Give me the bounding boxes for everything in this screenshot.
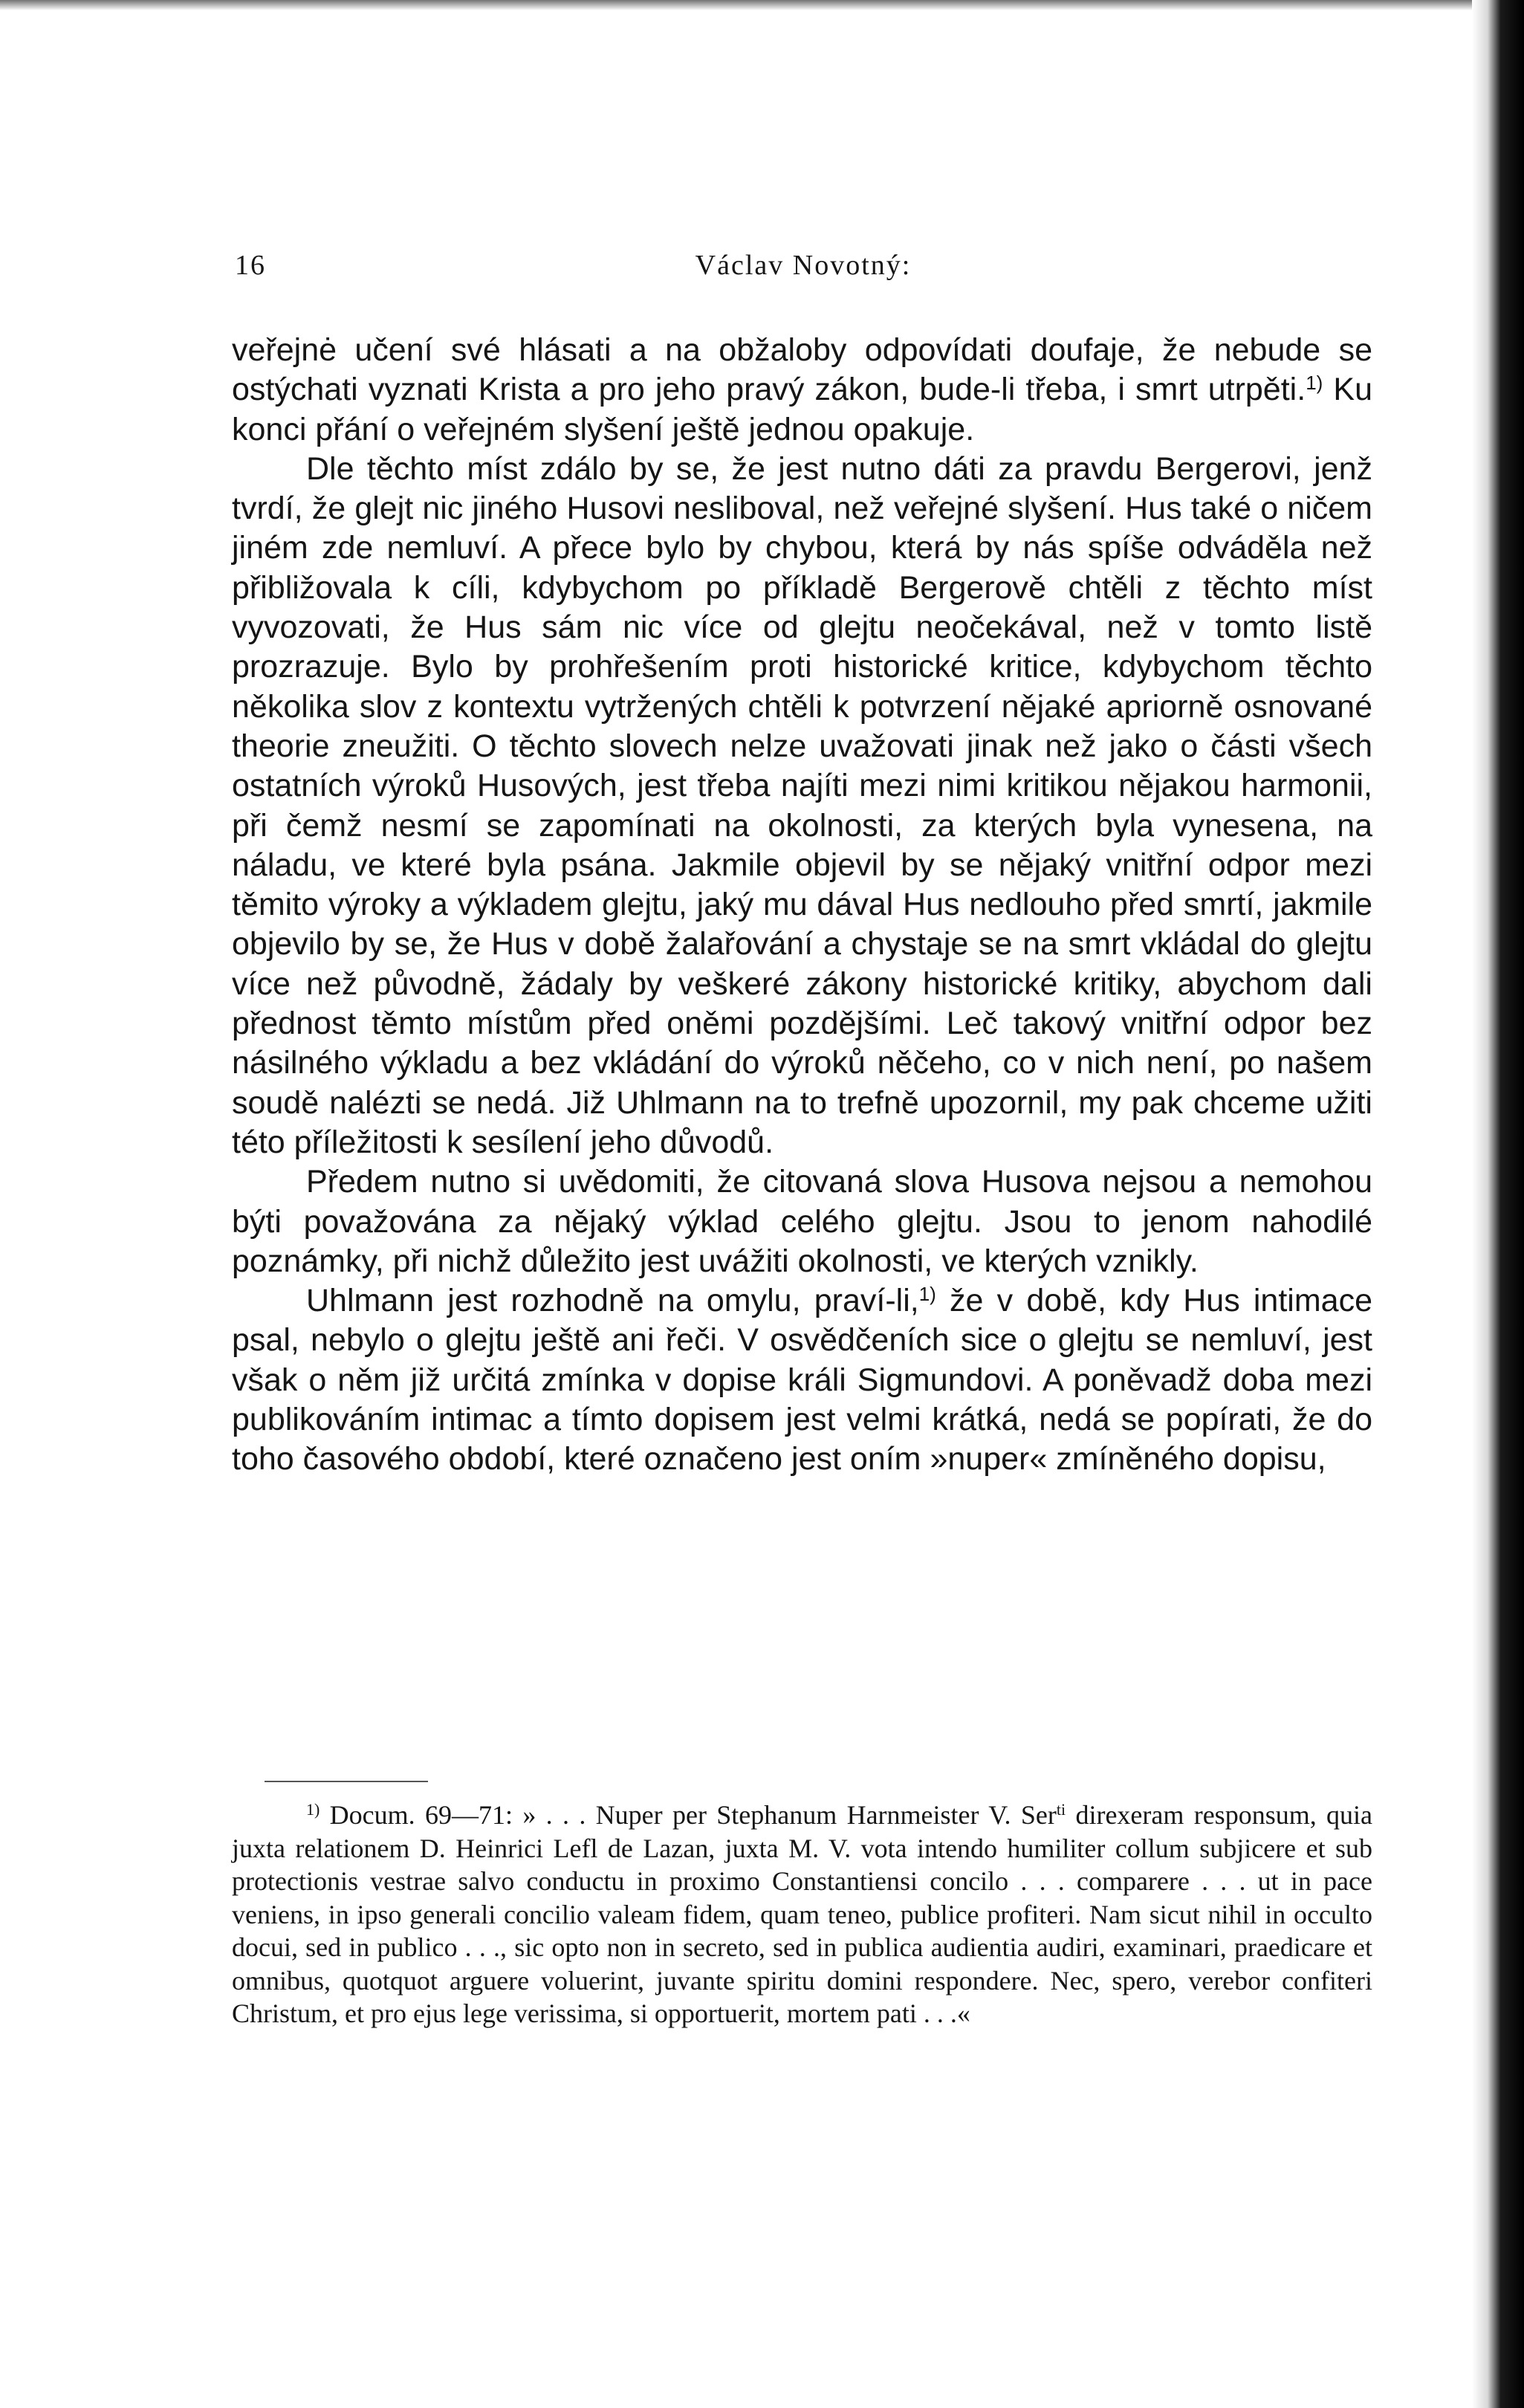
footnote-text-start: Docum. 69—71: » . . . Nuper per Stephanum Harnmeister V. Ser	[329, 1800, 1057, 1830]
footnote-1	[232, 1799, 1372, 2030]
footnote-ref: 1)	[1306, 372, 1323, 395]
paragraph-2: Dle těchto míst zdálo by se, že jest nutno dáti za pravdu Bergerovi, jenž tvrdí, že glejt nic jiného Husovi nesliboval, než veřejné slyšení. Hus také o ničem jiném zde nemluví. A přece bylo by chybou, která by nás spíše odváděla než přibližovala k cíli, kdybychom po příkladě Bergerově chtěli z těchto míst vyvozovati, že Hus sám nic více od glejtu neočekával, než v tomto listě prozrazuje. Bylo by prohřešením proti historické kritice, kdybychom těchto několika slov z kontextu vytržených chtěli k potvrzení nějaké apriorně osnované theorie zneužiti. O těchto slovech nelze uvažovati jinak než jako o části všech ostatních výroků Husových, jest třeba najíti mezi nimi kritikou nějakou harmonii, při čemž nesmí se zapomínati na okolnosti, za kterých byla vynesena, na náladu, ve které byla psána. Jakmile objevil by se nějaký vnitřní odpor mezi těmito výroky a výkladem glejtu, jaký mu dával Hus nedlouho před smrtí, jakmile objevilo by se, že Hus v době žalařování a chystaje se na smrt vkládal do glejtu více než původně, žádaly by veškeré zákony historické kritiky, abychom dali přednost těmto místům před oněmi pozdějšími. Leč takový vnitřní odpor bez násilného výkladu a bez vkládání do výroků něčeho, co v nich není, po našem soudě nalézti se nedá. Již Uhlmann na to trefně upozornil, my pak chceme užiti této příležitosti k sesílení jeho důvodů.	[232, 450, 1372, 1160]
footnote-divider	[265, 1781, 428, 1782]
paragraph-4-text: Uhlmann jest rozhodně na omylu, praví-li,	[306, 1283, 919, 1319]
paragraph-1-tail: Ku konci přání o veřejném slyšení ještě jednou opakuje.	[232, 372, 1372, 447]
paragraph-4	[232, 1281, 1372, 1479]
scan-right-edge	[1472, 0, 1524, 2408]
footnote-mark: 1)	[306, 1800, 320, 1819]
footnotes	[232, 1799, 1372, 2030]
body-text	[232, 331, 1372, 1480]
running-head: Václav Novotný:	[695, 250, 912, 281]
scan-top-edge	[0, 0, 1524, 10]
footnote-text-end: direxeram responsum, quia juxta relationem D. Heinrici Lefl de Lazan, juxta M. V. vota intendo humiliter collum subjicere et sub protectionis vestrae salvo conductu in proximo Constantiensi concilo . . . comparere . . . ut in pace veniens, in ipso generali concilio valeam fidem, quam teneo, publice profiteri. Nam sicut nihil in occulto docui, sed in publico . . ., sic opto non in secreto, sed in publica audientia audiri, examinari, praedicare et omnibus, quotquot arguere voluerint, juvante spiritu domini respondere. Nec, spero, verebor confiteri Christum, et pro ejus lege verissima, si opportuerit, mortem pati . . .«	[232, 1800, 1373, 2028]
page-number: 16	[235, 250, 266, 281]
paragraph-1	[232, 331, 1372, 450]
footnote-superscript: ti	[1056, 1800, 1066, 1819]
page-header	[235, 249, 1372, 294]
paragraph-1-text: veřejnė učení své hlásati a na obžaloby odpovídati doufaje, že nebude se ostýchati vyznati Krista a pro jeho pravý zákon, bude-li třeba, i smrt utrpěti.	[232, 332, 1372, 408]
paragraph-3: Předem nutno si uvědomiti, že citovaná slova Husova nejsou a nemohou býti považována za nějaký výklad celého glejtu. Jsou to jenom nahodilé poznámky, při nichž důležito jest uvážiti okolnosti, ve kterých vznikly.	[232, 1164, 1372, 1279]
footnote-ref: 1)	[918, 1283, 936, 1306]
paragraph-4-tail: že v době, kdy Hus intimace psal, nebylo o glejtu ještě ani řeči. V osvědčeních sice o glejtu se nemluví, jest však o něm již určitá zmínka v dopise králi Sigmundovi. A poněvadž doba mezi publikováním intimac a tímto dopisem jest velmi krátká, nedá se popírati, že do toho časového období, které označeno jest oním »nuper« zmíněného dopisu,	[232, 1283, 1372, 1478]
